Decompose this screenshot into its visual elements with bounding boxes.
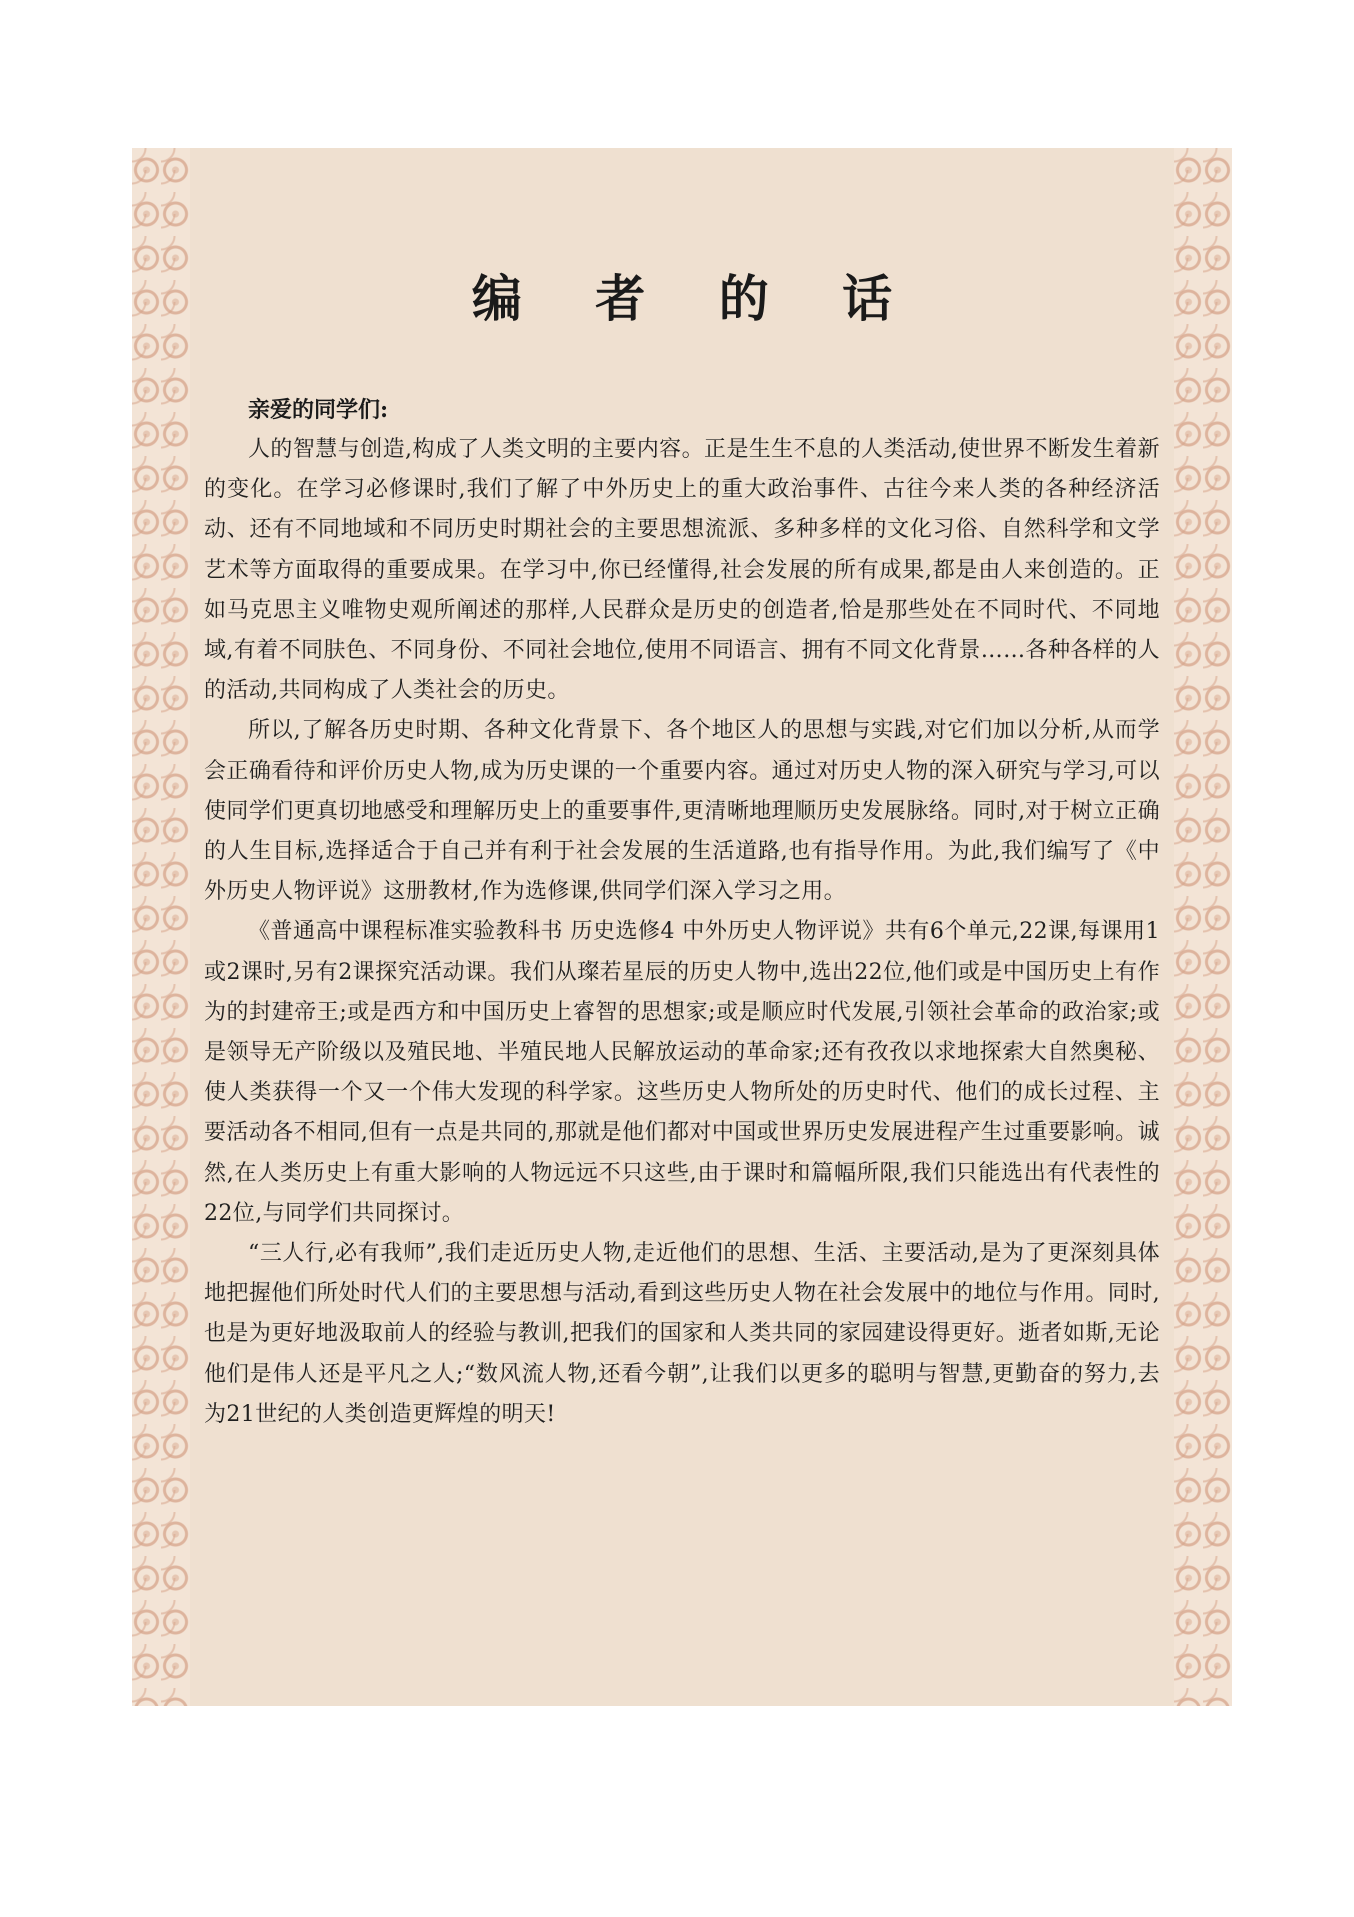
paragraph-3: 《普通高中课程标准实验教科书 历史选修4 中外历史人物评说》共有6个单元,22课,每课用1或2课时,另有2课探究活动课。我们从璨若星辰的历史人物中,选出22位,他们或是中国历史上有作为的封建帝王;或是西方和中国历史上睿智的思想家;或是顺应时代发展,引领社会革命的政治家;或是领导无产阶级以及殖民地、半殖民地人民解放运动的革命家;还有孜孜以求地探索大自然奥秘、使人类获得一个又一个伟大发现的科学家。这些历史人物所处的历史时代、他们的成长过程、主要活动各不相同,但有一点是共同的,那就是他们都对中国或世界历史发展进程产生过重要影响。诚然,在人类历史上有重大影响的人物远远不只这些,由于课时和篇幅所限,我们只能选出有代表性的22位,与同学们共同探讨。 [204, 919, 1160, 1226]
right-decorative-border [1174, 148, 1232, 1706]
salutation: 亲爱的同学们: [248, 397, 389, 423]
paragraph-1: 人的智慧与创造,构成了人类文明的主要内容。正是生生不息的人类活动,使世界不断发生着新的变化。在学习必修课时,我们了解了中外历史上的重大政治事件、古往今来人类的各种经济活动、还有不同地域和不同历史时期社会的主要思想流派、多种多样的文化习俗、自然科学和文学艺术等方面取得的重要成果。在学习中,你已经懂得,社会发展的所有成果,都是由人来创造的。正如马克思主义唯物史观所阐述的那样,人民群众是历史的创造者,恰是那些处在不同时代、不同地域,有着不同肤色、不同身份、不同社会地位,使用不同语言、拥有不同文化背景……各种各样的人的活动,共同构成了人类社会的历史。 [204, 437, 1160, 704]
page-title: 编 者 的 话 [471, 269, 921, 328]
paragraph-2: 所以,了解各历史时期、各种文化背景下、各个地区人的思想与实践,对它们加以分析,从而学会正确看待和评价历史人物,成为历史课的一个重要内容。通过对历史人物的深入研究与学习,可以使同学们更真切地感受和理解历史上的重要事件,更清晰地理顺历史发展脉络。同时,对于树立正确的人生目标,选择适合于自己并有利于社会发展的生活道路,也有指导作用。为此,我们编写了《中外历史人物评说》这册教材,作为选修课,供同学们深入学习之用。 [204, 718, 1160, 905]
preface-page [132, 148, 1232, 1706]
preface-content [204, 148, 1160, 1435]
left-decorative-border [132, 148, 190, 1706]
paragraph-4: “三人行,必有我师”,我们走近历史人物,走近他们的思想、生活、主要活动,是为了更深刻具体地把握他们所处时代人们的主要思想与活动,看到这些历史人物在社会发展中的地位与作用。同时,也是为更好地汲取前人的经验与教训,把我们的国家和人类共同的家园建设得更好。逝者如斯,无论他们是伟人还是平凡之人;“数风流人物,还看今朝”,让我们以更多的聪明与智慧,更勤奋的努力,去为21世纪的人类创造更辉煌的明天! [204, 1241, 1160, 1427]
